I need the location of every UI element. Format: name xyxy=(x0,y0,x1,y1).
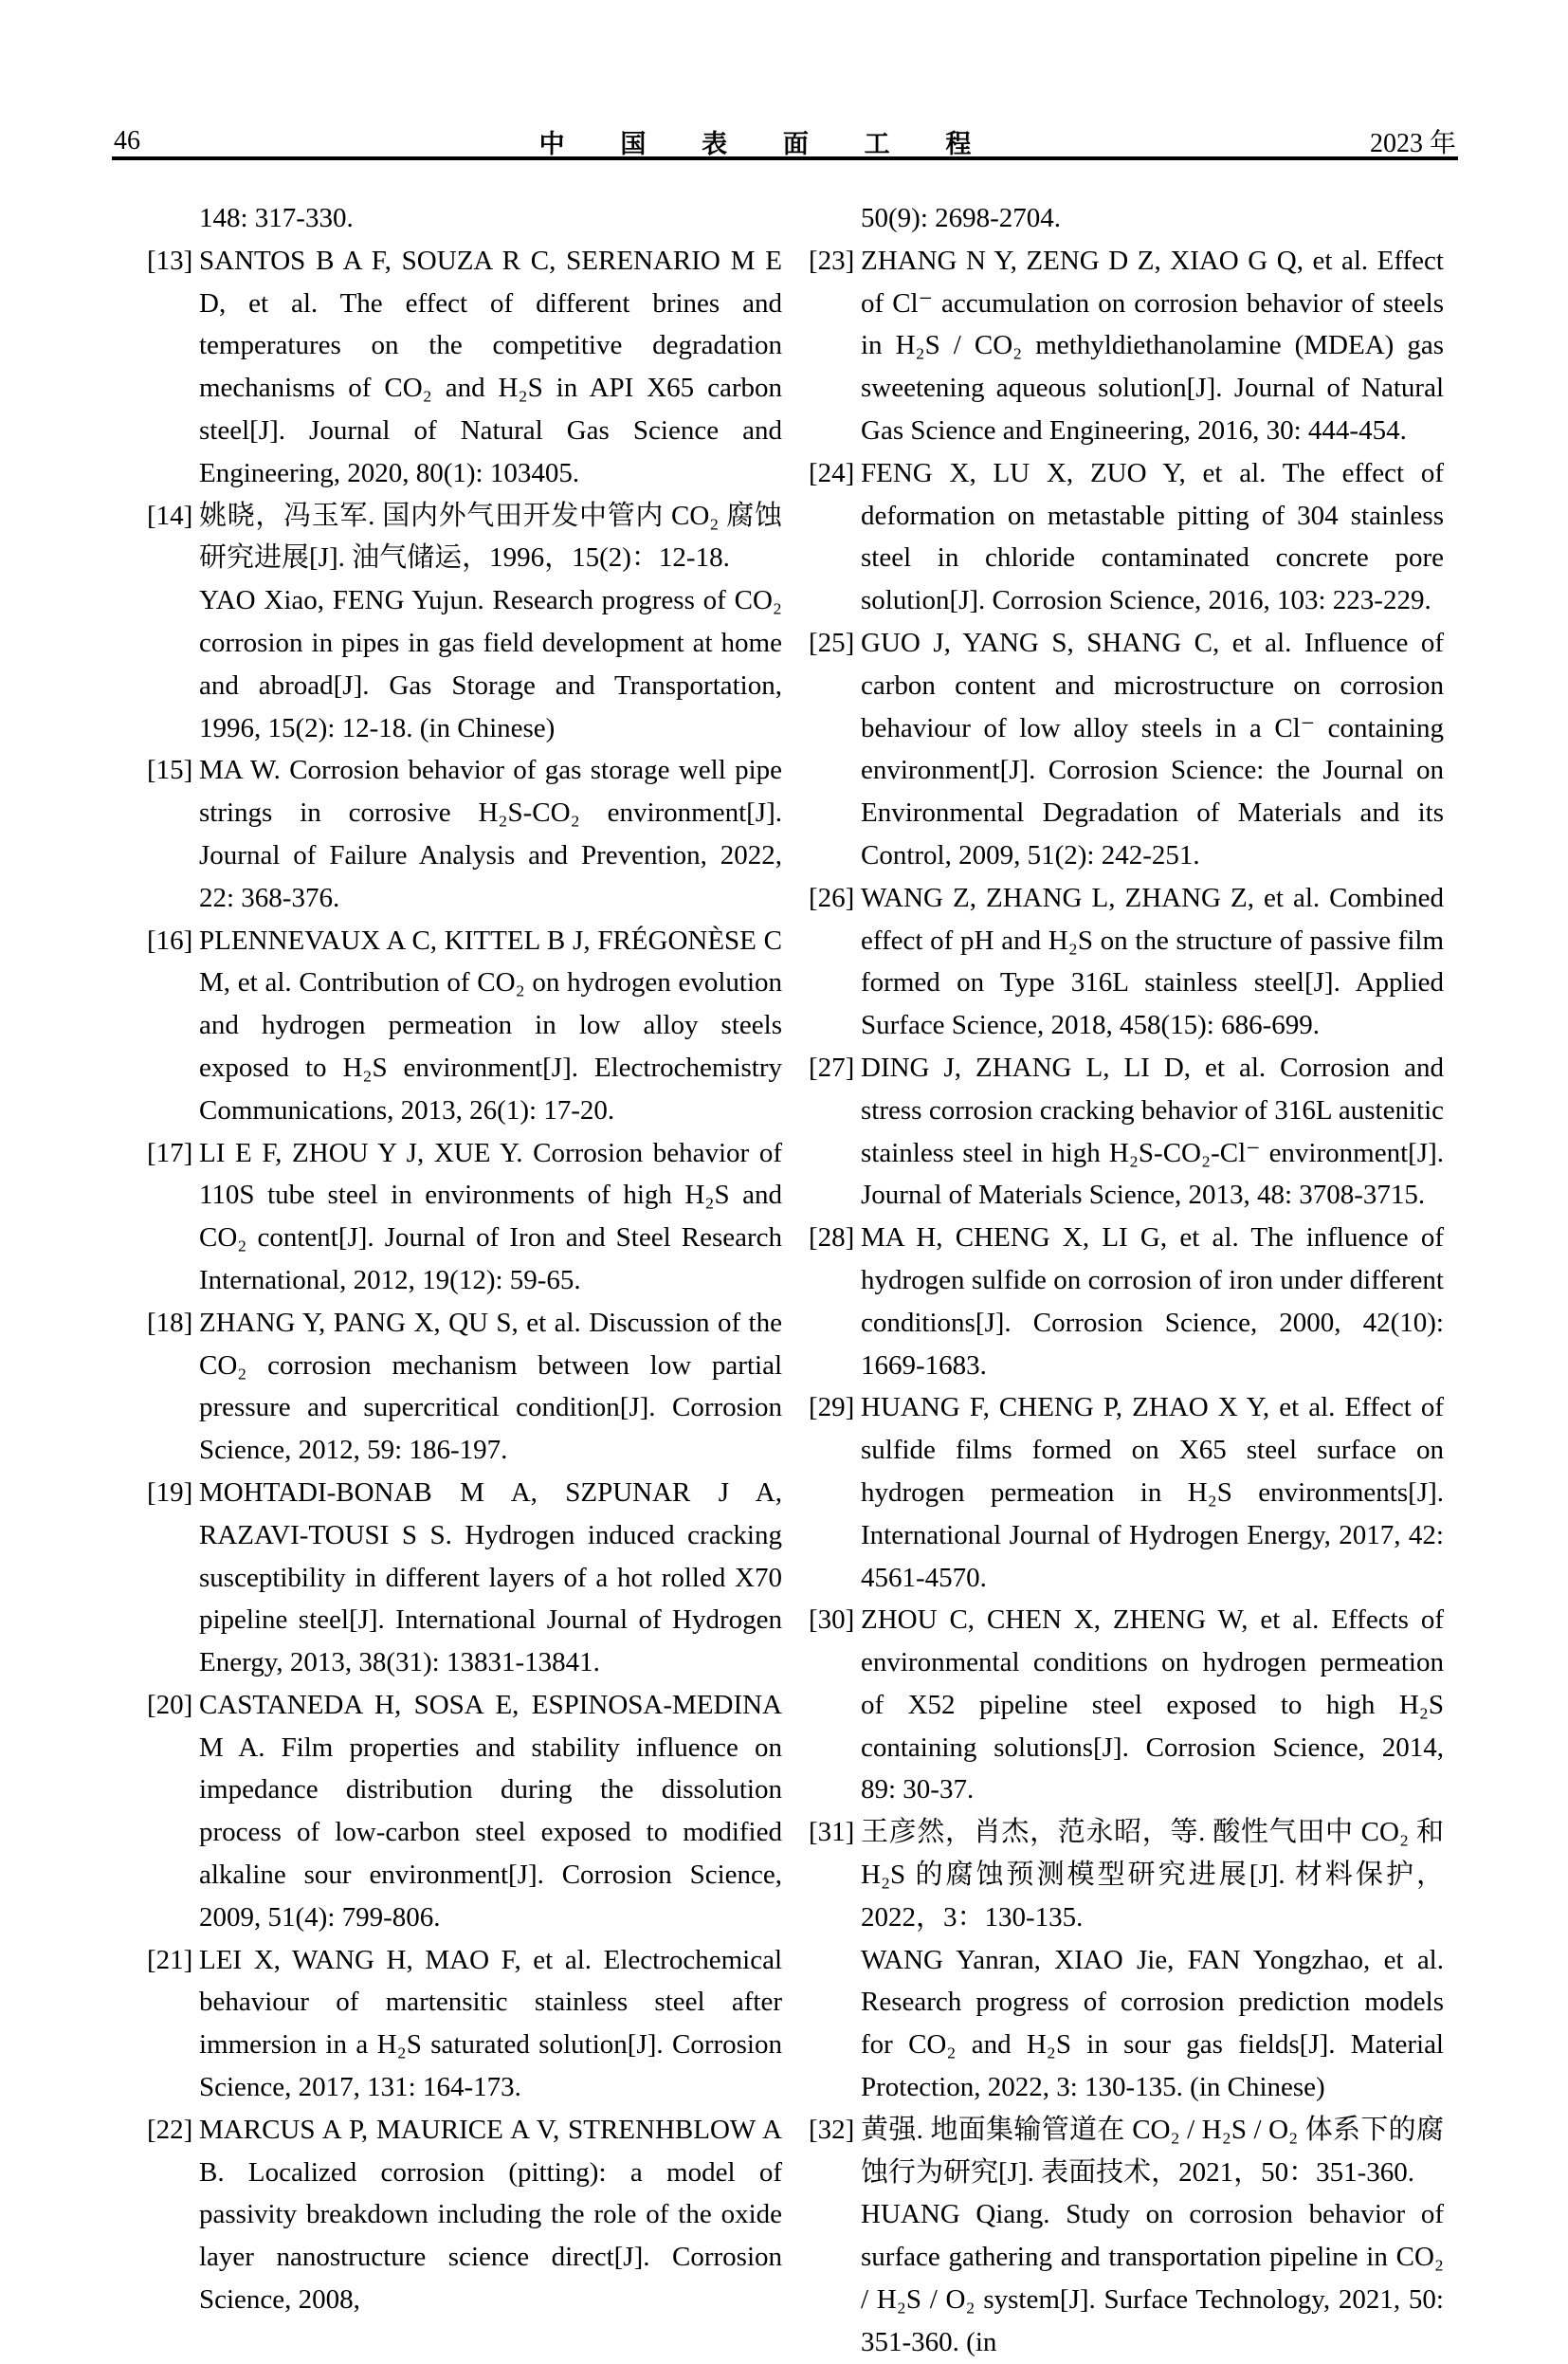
reference-text: DING J, ZHANG L, LI D, et al. Corrosion and stress corrosion cracking behavior of 316L austenitic stainless steel in high H₂S-CO₂-Cl⁻ environment[J]. Journal of Materials Science, 2013, 48: 3708-3715. xyxy=(861,1052,1444,1211)
reference-text: 王彦然，肖杰，范永昭，等. 酸性气田中 CO₂ 和 H₂S 的腐蚀预测模型研究进展[J]. 材料保护，2022，3：130-135. xyxy=(861,1817,1444,1933)
reference-text: FENG X, LU X, ZUO Y, et al. The effect of deformation on metastable pitting of 304 stainless steel in chloride contaminated concrete pore solution[J]. Corrosion Science, 2016, 103: 223-229. xyxy=(861,457,1444,616)
reference-number: [18] xyxy=(147,1307,193,1338)
reference-text: 姚晓，冯玉军. 国内外气田开发中管内 CO₂ 腐蚀研究进展[J]. 油气储运，1996，15(2)：12-18. xyxy=(199,500,782,574)
reference-item xyxy=(809,452,1444,622)
reference-item xyxy=(809,1386,1444,1599)
reference-number: [17] xyxy=(147,1137,193,1168)
reference-text: SANTOS B A F, SOUZA R C, SERENARIO M E D, et al. The effect of different brines and temperatures on the competitive degradation mechanisms of CO₂ and H₂S in API X65 carbon steel[J]. Journal of Natural Gas Science and Engineering, 2020, 80(1): 103405. xyxy=(199,245,782,488)
reference-item xyxy=(147,1939,782,2109)
reference-text: CASTANEDA H, SOSA E, ESPINOSA-MEDINA M A. Film properties and stability influence on impedance distribution during the dissolution process of low-carbon steel exposed to modified alkaline sour environment[J]. Corrosion Science, 2009, 51(4): 799-806. xyxy=(199,1689,782,1933)
reference-number: [15] xyxy=(147,755,193,786)
header-rule-divider xyxy=(112,156,1458,160)
reference-text: 黄强. 地面集输管道在 CO₂ / H₂S / O₂ 体系下的腐蚀行为研究[J]. 表面技术，2021，50：351-360. xyxy=(861,2114,1444,2188)
reference-text: WANG Z, ZHANG L, ZHANG Z, et al. Combined effect of pH and H₂S on the structure of passive film formed on Type 316L stainless steel[J]. Applied Surface Science, 2018, 458(15): 686-699. xyxy=(861,882,1444,1041)
reference-number: [24] xyxy=(809,457,855,488)
reference-number: [31] xyxy=(809,1817,855,1848)
reference-text: MOHTADI-BONAB M A, SZPUNAR J A, RAZAVI-TOUSI S S. Hydrogen induced cracking susceptibility in different layers of a hot rolled X70 pipeline steel[J]. International Journal of Hydrogen Energy, 2013, 38(31): 13831-13841. xyxy=(199,1476,782,1678)
reference-item xyxy=(147,1684,782,1939)
reference-text: MA H, CHENG X, LI G, et al. The influence of hydrogen sulfide on corrosion of iron under different conditions[J]. Corrosion Science, 2000, 42(10): 1669-1683. xyxy=(861,1222,1444,1381)
reference-number: [21] xyxy=(147,1944,193,1975)
reference-text: HUANG F, CHENG P, ZHAO X Y, et al. Effect of sulfide films formed on X65 steel surface on hydrogen permeation in H₂S environments[J]. International Journal of Hydrogen Energy, 2017, 42: 4561-4570. xyxy=(861,1392,1444,1593)
reference-text: 148: 317-330. xyxy=(199,203,354,233)
reference-number: [29] xyxy=(809,1392,855,1423)
reference-item xyxy=(147,495,782,750)
reference-text: LEI X, WANG H, MAO F, et al. Electrochemical behaviour of martensitic stainless steel after immersion in a H₂S saturated solution[J]. Corrosion Science, 2017, 131: 164-173. xyxy=(199,1944,782,2103)
references-right-column xyxy=(809,197,1444,2364)
reference-translation: WANG Yanran, XIAO Jie, FAN Yongzhao, et al. Research progress of corrosion prediction models for CO₂ and H₂S in sour gas fields[J]. Material Protection, 2022, 3: 130-135. (in Chinese) xyxy=(861,1944,1444,2103)
reference-item xyxy=(147,920,782,1132)
reference-text: LI E F, ZHOU Y J, XUE Y. Corrosion behavior of 110S tube steel in environments of high H₂S and CO₂ content[J]. Journal of Iron and Steel Research International, 2012, 19(12): 59-65. xyxy=(199,1137,782,1295)
reference-item xyxy=(147,1132,782,1302)
reference-number: [27] xyxy=(809,1052,855,1083)
reference-number: [19] xyxy=(147,1476,193,1508)
header-year: 2023 年 xyxy=(1369,129,1456,158)
journal-title: 中 国 表 面 工 程 xyxy=(538,129,996,158)
reference-item xyxy=(147,1302,782,1472)
reference-item xyxy=(809,1811,1444,2109)
reference-item xyxy=(809,877,1444,1047)
reference-item xyxy=(147,2109,782,2321)
reference-text: 50(9): 2698-2704. xyxy=(861,203,1062,233)
reference-text: ZHANG Y, PANG X, QU S, et al. Discussion of the CO₂ corrosion mechanism between low partial pressure and supercritical condition[J]. Corrosion Science, 2012, 59: 186-197. xyxy=(199,1307,782,1466)
references-left-column xyxy=(147,197,782,2364)
reference-item xyxy=(809,240,1444,452)
reference-item xyxy=(147,1472,782,1684)
page-header xyxy=(114,123,1456,159)
reference-text: MA W. Corrosion behavior of gas storage well pipe strings in corrosive H₂S-CO₂ environment[J]. Journal of Failure Analysis and Prevention, 2022, 22: 368-376. xyxy=(199,755,782,913)
reference-translation: HUANG Qiang. Study on corrosion behavior of surface gathering and transportation pipeline in CO₂ / H₂S / O₂ system[J]. Surface Technology, 2021, 50: 351-360. (in xyxy=(861,2199,1444,2357)
reference-number: [32] xyxy=(809,2114,855,2145)
reference-translation: YAO Xiao, FENG Yujun. Research progress of CO₂ corrosion in pipes in gas field development at home and abroad[J]. Gas Storage and Transportation, 1996, 15(2): 12-18. (in Chinese) xyxy=(199,585,782,743)
reference-number: [22] xyxy=(147,2114,193,2145)
reference-item xyxy=(809,1047,1444,1217)
reference-item xyxy=(809,2109,1444,2364)
references-section xyxy=(147,197,1444,2364)
reference-item xyxy=(809,1217,1444,1386)
reference-number: [14] xyxy=(147,500,193,531)
reference-number: [30] xyxy=(809,1604,855,1636)
reference-text: ZHOU C, CHEN X, ZHENG W, et al. Effects of environmental conditions on hydrogen permeation of X52 pipeline steel exposed to high H₂S containing solutions[J]. Corrosion Science, 2014, 89: 30-37. xyxy=(861,1604,1444,1805)
reference-number: [13] xyxy=(147,245,193,276)
reference-continuation xyxy=(809,197,1444,240)
reference-text: GUO J, YANG S, SHANG C, et al. Influence of carbon content and microstructure on corrosion behaviour of low alloy steels in a Cl⁻ containing environment[J]. Corrosion Science: the Journal on Environmental Degradation of Materials and its Control, 2009, 51(2): 242-251. xyxy=(861,627,1444,870)
page-number: 46 xyxy=(114,126,140,156)
reference-item xyxy=(147,240,782,495)
reference-number: [20] xyxy=(147,1689,193,1720)
reference-number: [23] xyxy=(809,245,855,276)
reference-item xyxy=(147,749,782,919)
reference-item xyxy=(809,622,1444,877)
reference-text: MARCUS A P, MAURICE A V, STRENHBLOW A B. Localized corrosion (pitting): a model of passivity breakdown including the role of the oxide layer nanostructure science direct[J]. Corrosion Science, 2008, xyxy=(199,2114,782,2316)
reference-continuation xyxy=(147,197,782,240)
reference-number: [28] xyxy=(809,1222,855,1254)
reference-number: [16] xyxy=(147,925,193,956)
reference-number: [26] xyxy=(809,882,855,913)
reference-item xyxy=(809,1599,1444,1811)
reference-text: ZHANG N Y, ZENG D Z, XIAO G Q, et al. Effect of Cl⁻ accumulation on corrosion behavior of steels in H₂S / CO₂ methyldiethanolamine (MDEA) gas sweetening aqueous solution[J]. Journal of Natural Gas Science and Engineering, 2016, 30: 444-454. xyxy=(861,245,1444,446)
reference-number: [25] xyxy=(809,627,855,658)
reference-text: PLENNEVAUX A C, KITTEL B J, FRÉGONÈSE C M, et al. Contribution of CO₂ on hydrogen evolution and hydrogen permeation in low alloy steels exposed to H₂S environment[J]. Electrochemistry Communications, 2013, 26(1): 17-20. xyxy=(199,925,782,1126)
